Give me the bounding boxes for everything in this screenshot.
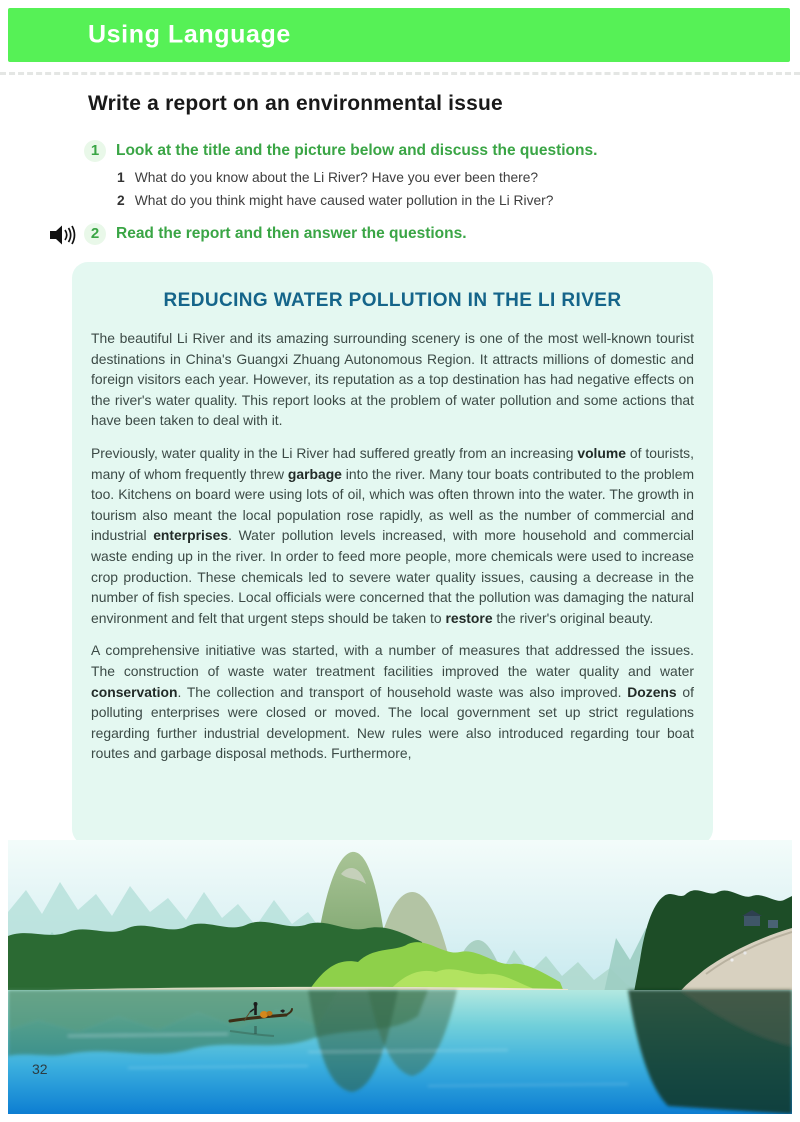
report-paragraph-2: Previously, water quality in the Li River had suffered greatly from an increasing volume of tourists, many of whom frequently threw garbage into the river. Many tour boats contributed to the problem too. Kitchens on board were using lots of oil, which was often thrown into the water. The growth in tourism also meant the local population rose rapidly, as well as the number of commercial and industrial enterprises. Water pollution levels increased, with more household and commercial waste ending up in the river. In order to feed more people, more chemicals were used to increase crop production. These chemicals led to severe water quality issues, causing a decrease in the number of fish species. Local officials were concerned that the pollution was damaging the natural environment and felt that urgent steps should be taken to restore the river's original beauty. xyxy=(91,444,695,626)
exercise-1-instruction: Look at the title and the picture below and discuss the questions. xyxy=(116,142,598,159)
vocab-word: volume xyxy=(577,444,626,461)
report-paragraph-1: The beautiful Li River and its amazing surrounding scenery is one of the most well-known tourist destinations in China's Guangxi Zhuang Autonomous Region. It attracts millions of domestic and foreign visitors each year. However, its reputation as a top destination has had negative effects on the river's water quality. This report looks at the problem of water pollution and some actions that have been taken to deal with it. xyxy=(91,330,694,429)
vocab-word: garbage xyxy=(287,465,342,482)
exercise-1-question-1 xyxy=(117,168,538,187)
page-number: 32 xyxy=(32,1061,48,1077)
exercise-2-instruction: Read the report and then answer the questions. xyxy=(116,225,467,242)
exercise-2-number: 2 xyxy=(84,223,106,245)
speaker-icon xyxy=(50,225,77,250)
section-banner xyxy=(8,8,790,62)
report-box xyxy=(72,262,713,845)
page-heading: Write a report on an environmental issue xyxy=(88,92,503,115)
exercise-1-number: 1 xyxy=(84,140,106,162)
exercise-1-question-2 xyxy=(117,191,553,210)
report-title: REDUCING WATER POLLUTION IN THE LI RIVER xyxy=(163,290,622,311)
question-number: 2 xyxy=(117,193,125,208)
dashed-divider xyxy=(0,72,800,75)
vocab-word: restore xyxy=(445,609,493,626)
question-text: What do you know about the Li River? Have you ever been there? xyxy=(134,170,539,185)
vocab-word: enterprises xyxy=(153,527,229,544)
question-text: What do you think might have caused water pollution in the Li River? xyxy=(134,193,554,208)
exercise-2 xyxy=(84,223,467,245)
vocab-word: conservation xyxy=(91,683,178,700)
li-river-photo xyxy=(8,840,792,1114)
report-paragraph-3: A comprehensive initiative was started, with a number of measures that addressed the issues. The construction of waste water treatment facilities improved the water quality and water conservation. The collection and transport of household waste was also improved. Dozens of polluting enterprises were closed or moved. The local government set up strict regulations regarding further industrial development. New rules were also introduced regarding tour boat routes and garbage disposal methods. Furthermore, xyxy=(91,642,694,762)
exercise-1 xyxy=(84,140,597,162)
question-number: 1 xyxy=(117,170,125,185)
vocab-word: Dozens xyxy=(627,683,677,700)
section-title: Using Language xyxy=(88,20,291,49)
